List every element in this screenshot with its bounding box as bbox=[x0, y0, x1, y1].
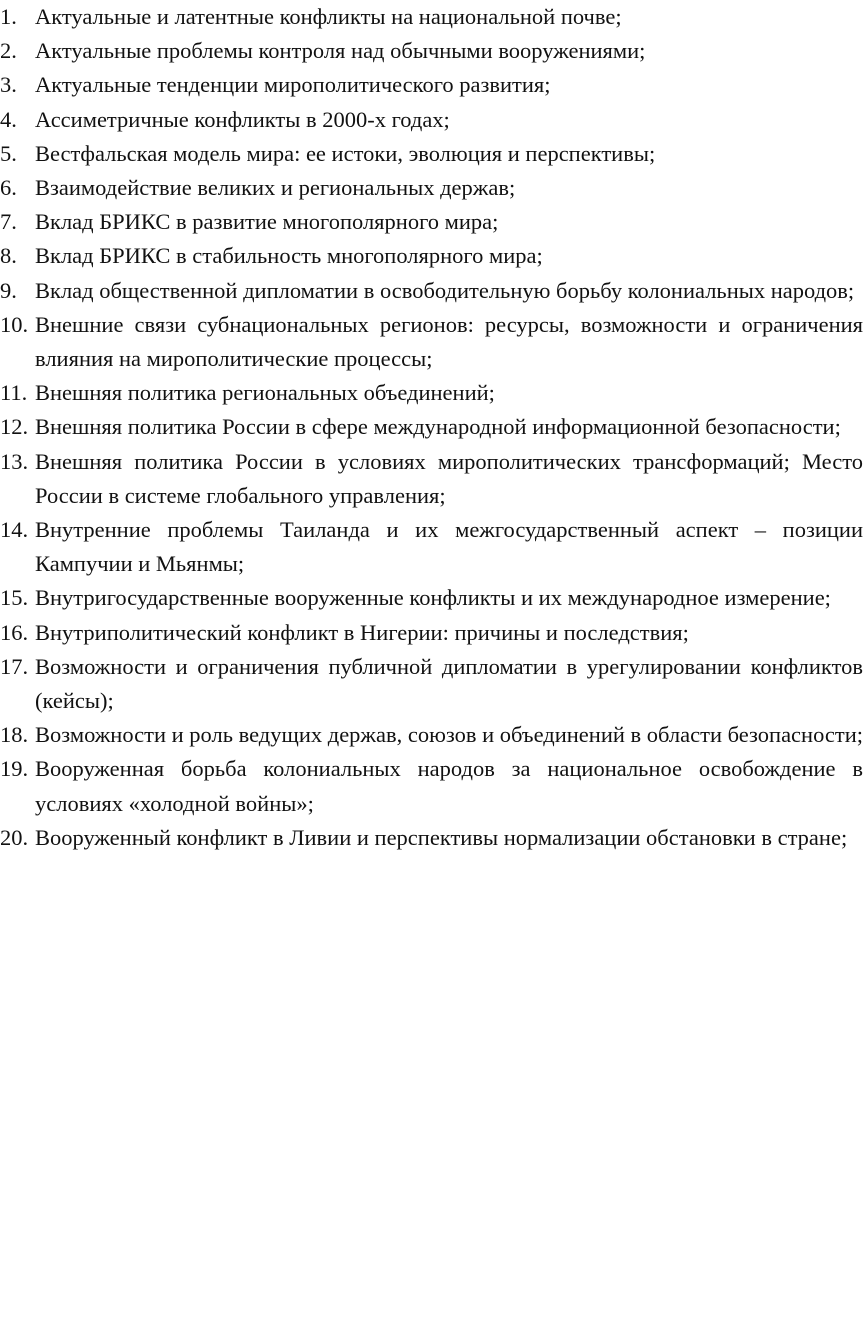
list-item bbox=[0, 34, 866, 68]
item-number: 6. bbox=[0, 175, 17, 201]
list-item bbox=[0, 205, 866, 239]
item-text: Вклад БРИКС в развитие многополярного мира; bbox=[35, 209, 499, 235]
item-number: 19. bbox=[0, 756, 29, 782]
item-text: Внешняя политика России в сфере международной информационной безопасности; bbox=[35, 414, 841, 440]
list-item bbox=[0, 308, 866, 376]
list-item bbox=[0, 752, 866, 820]
list-item bbox=[0, 513, 866, 581]
list-item bbox=[0, 650, 866, 718]
item-number: 13. bbox=[0, 448, 29, 474]
list-item bbox=[0, 445, 866, 513]
item-text: Внутренние проблемы Таиланда и их межгосударственный аспект – позиции Кампучии и Мьянмы; bbox=[35, 517, 863, 577]
item-text: Актуальные тенденции мирополитического развития; bbox=[35, 72, 551, 98]
item-number: 4. bbox=[0, 106, 17, 132]
item-number: 2. bbox=[0, 38, 17, 64]
list-item bbox=[0, 581, 866, 615]
item-text: Внутриполитический конфликт в Нигерии: причины и последствия; bbox=[35, 619, 689, 645]
item-text: Взаимодействие великих и региональных держав; bbox=[35, 175, 516, 201]
item-number: 11. bbox=[0, 380, 28, 406]
item-text: Вооруженная борьба колониальных народов за национальное освобождение в условиях «холодной войны»; bbox=[35, 756, 863, 816]
list-item bbox=[0, 821, 866, 855]
item-text: Возможности и ограничения публичной дипломатии в урегулировании конфликтов (кейсы); bbox=[35, 653, 863, 714]
item-number: 8. bbox=[0, 243, 17, 269]
item-text: Вклад общественной дипломатии в освободительную борьбу колониальных народов; bbox=[35, 277, 855, 303]
list-item bbox=[0, 376, 866, 410]
item-number: 15. bbox=[0, 585, 29, 611]
item-text: Внутригосударственные вооруженные конфликты и их международное измерение; bbox=[35, 585, 831, 611]
list-item bbox=[0, 0, 866, 34]
item-number: 12. bbox=[0, 414, 29, 440]
item-text: Внешняя политика России в условиях мирополитических трансформаций; Место России в системе глобального управления; bbox=[35, 448, 863, 508]
list-item bbox=[0, 616, 866, 650]
item-number: 16. bbox=[0, 619, 29, 645]
list-item bbox=[0, 718, 866, 752]
list-item bbox=[0, 68, 866, 102]
item-number: 10. bbox=[0, 311, 29, 337]
item-text: Актуальные проблемы контроля над обычными вооружениями; bbox=[35, 38, 646, 64]
item-text: Возможности и роль ведущих держав, союзов и объединений в области безопасности; bbox=[35, 722, 864, 748]
list-item bbox=[0, 103, 866, 137]
item-text: Ассиметричные конфликты в 2000-х годах; bbox=[35, 106, 450, 132]
item-number: 5. bbox=[0, 140, 17, 166]
item-text: Актуальные и латентные конфликты на национальной почве; bbox=[35, 4, 622, 29]
item-number: 14. bbox=[0, 517, 29, 543]
item-text: Вооруженный конфликт в Ливии и перспективы нормализации обстановки в стране; bbox=[35, 824, 848, 850]
item-text: Вестфальская модель мира: ее истоки, эволюция и перспективы; bbox=[35, 140, 656, 166]
list-item bbox=[0, 274, 866, 308]
item-number: 1. bbox=[0, 4, 17, 29]
list-item bbox=[0, 410, 866, 444]
item-text: Вклад БРИКС в стабильность многополярного мира; bbox=[35, 243, 543, 269]
list-item bbox=[0, 239, 866, 273]
item-number: 9. bbox=[0, 277, 17, 303]
item-number: 17. bbox=[0, 653, 29, 679]
item-number: 18. bbox=[0, 722, 29, 748]
list-item bbox=[0, 171, 866, 205]
item-number: 3. bbox=[0, 72, 17, 98]
item-number: 7. bbox=[0, 209, 17, 235]
item-text: Внешняя политика региональных объединений; bbox=[35, 380, 495, 406]
item-number: 20. bbox=[0, 824, 29, 850]
list-item bbox=[0, 137, 866, 171]
item-text: Внешние связи субнациональных регионов: ресурсы, возможности и ограничения влияния на мирополитические процессы; bbox=[35, 311, 863, 372]
